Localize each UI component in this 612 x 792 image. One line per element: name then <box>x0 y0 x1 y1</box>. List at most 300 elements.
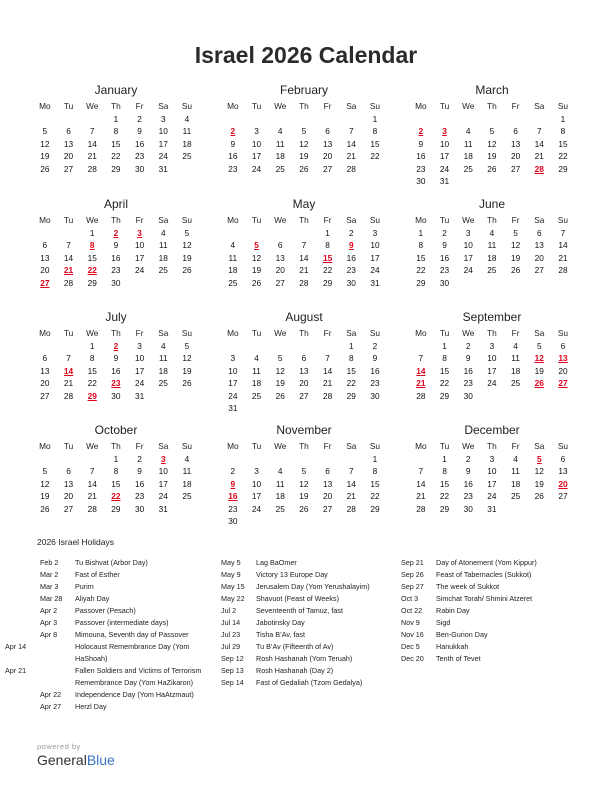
month-name: January <box>94 83 138 97</box>
day-cell: 5 <box>489 126 495 136</box>
holiday-name: Passover (intermediate days) <box>75 618 169 627</box>
day-cell: 6 <box>325 126 330 136</box>
weekday-header: Tu <box>251 215 262 225</box>
day-cell: 19 <box>182 365 192 376</box>
weekday-header: Fr <box>135 441 144 451</box>
holiday-date: Mar 28 <box>40 594 63 603</box>
weekday-header: Tu <box>251 441 262 451</box>
day-cell: 23 <box>416 163 426 174</box>
day-cell: 29 <box>111 163 121 174</box>
day-cell: 13 <box>558 466 568 476</box>
holiday-day-cell: 28 <box>534 163 544 174</box>
holiday-entry <box>401 641 576 653</box>
day-cell: 26 <box>182 378 192 388</box>
day-cell: 10 <box>228 365 238 376</box>
day-cell: 25 <box>251 390 262 401</box>
powered-by-text: powered by <box>37 742 81 751</box>
month-days-grid <box>33 327 199 402</box>
holiday-name: Sigd <box>436 618 451 627</box>
day-cell: 16 <box>111 252 121 263</box>
day-cell: 21 <box>87 491 97 501</box>
holiday-date: Apr 22 <box>40 690 62 699</box>
empty-cell <box>221 453 245 466</box>
day-cell: 25 <box>463 163 473 174</box>
day-cell: 4 <box>160 340 166 351</box>
holiday-column-1 <box>5 557 210 713</box>
empty-cell <box>245 340 269 353</box>
empty-cell <box>339 453 363 466</box>
holiday-date: May 15 <box>221 582 245 591</box>
day-cell: 24 <box>158 491 168 501</box>
day-cell: 13 <box>534 240 544 250</box>
empty-cell <box>57 340 81 353</box>
day-cell: 4 <box>489 227 495 238</box>
empty-cell <box>33 227 57 240</box>
holiday-entry <box>5 665 210 689</box>
day-cell: 19 <box>299 151 309 161</box>
day-cell: 27 <box>275 277 285 288</box>
day-cell: 18 <box>487 252 497 263</box>
empty-cell <box>292 453 316 466</box>
holiday-date: Mar 2 <box>40 570 59 579</box>
day-cell: 28 <box>346 163 356 174</box>
holiday-date: Sep 14 <box>221 678 244 687</box>
holiday-entry <box>40 569 210 581</box>
empty-cell <box>316 113 340 126</box>
day-cell: 30 <box>111 277 121 288</box>
day-cell: 2 <box>442 227 447 238</box>
weekday-header: Tu <box>251 328 262 338</box>
weekday-header: Su <box>557 328 569 338</box>
day-cell: 2 <box>465 453 471 464</box>
day-cell: 7 <box>418 353 424 363</box>
weekday-header: Su <box>557 215 569 225</box>
day-cell: 2 <box>137 113 142 124</box>
empty-cell <box>33 453 57 466</box>
day-cell: 17 <box>463 252 473 263</box>
day-cell: 25 <box>182 151 192 161</box>
day-cell: 17 <box>134 365 145 376</box>
holiday-entry <box>40 701 210 713</box>
day-cell: 19 <box>275 378 285 388</box>
day-cell: 8 <box>113 126 119 136</box>
day-cell: 19 <box>182 252 192 263</box>
day-cell: 13 <box>275 252 285 263</box>
month-december <box>409 422 575 515</box>
weekday-header: Su <box>557 101 569 111</box>
holiday-date: Apr 3 <box>40 618 58 627</box>
holiday-entry <box>401 581 576 593</box>
day-cell: 28 <box>322 390 333 401</box>
day-cell: 21 <box>63 378 74 388</box>
day-cell: 22 <box>416 265 426 275</box>
weekday-header: We <box>86 101 99 111</box>
holiday-name: Fast of Gedaliah (Tzom Gedalya) <box>256 678 363 687</box>
day-cell: 24 <box>370 265 380 275</box>
month-february <box>221 82 387 175</box>
weekday-header: Mo <box>415 328 427 338</box>
weekday-header: We <box>462 441 475 451</box>
day-cell: 9 <box>372 353 378 363</box>
day-cell: 25 <box>158 265 168 275</box>
day-cell: 17 <box>487 478 497 489</box>
holiday-day-cell: 16 <box>228 491 238 501</box>
day-cell: 17 <box>370 252 380 263</box>
weekday-header: Mo <box>39 441 51 451</box>
empty-cell <box>221 227 245 240</box>
holiday-day-cell: 5 <box>254 240 259 250</box>
weekday-header: Mo <box>415 215 427 225</box>
holiday-day-cell: 23 <box>111 378 121 388</box>
day-cell: 30 <box>416 176 426 186</box>
holiday-day-cell: 21 <box>63 265 74 275</box>
day-cell: 6 <box>42 353 48 363</box>
day-cell: 2 <box>348 227 354 238</box>
holiday-date: Sep 13 <box>221 666 244 675</box>
day-cell: 7 <box>418 466 424 476</box>
day-cell: 3 <box>254 126 259 136</box>
day-cell: 25 <box>487 265 497 275</box>
day-cell: 2 <box>137 453 142 464</box>
day-cell: 31 <box>439 176 450 186</box>
holiday-date: Jul 29 <box>221 642 241 651</box>
day-cell: 10 <box>370 240 380 250</box>
weekday-header: Su <box>369 328 381 338</box>
day-cell: 23 <box>370 378 380 388</box>
weekday-header: Tu <box>439 215 450 225</box>
day-cell: 21 <box>346 491 356 501</box>
empty-cell <box>316 340 340 353</box>
holiday-entry <box>221 581 396 593</box>
day-cell: 17 <box>158 478 168 489</box>
day-cell: 10 <box>251 478 262 489</box>
day-cell: 4 <box>513 453 518 464</box>
empty-cell <box>33 340 57 353</box>
weekday-header: Th <box>299 215 309 225</box>
day-cell: 19 <box>487 151 497 161</box>
day-cell: 11 <box>275 138 285 149</box>
holiday-entry <box>221 617 396 629</box>
empty-cell <box>292 227 316 240</box>
weekday-header: Sa <box>534 441 545 451</box>
day-cell: 10 <box>158 126 168 136</box>
day-cell: 3 <box>489 340 495 351</box>
day-cell: 16 <box>111 365 121 376</box>
day-cell: 10 <box>463 240 473 250</box>
day-cell: 8 <box>372 126 378 136</box>
day-cell: 14 <box>87 138 97 149</box>
day-cell: 12 <box>487 138 497 149</box>
month-name: September <box>462 310 522 324</box>
weekday-header: Tu <box>63 441 74 451</box>
holiday-entry <box>401 605 576 617</box>
weekday-header: Th <box>299 328 309 338</box>
day-cell: 15 <box>111 138 121 149</box>
month-days-grid <box>33 214 199 289</box>
day-cell: 18 <box>251 378 262 388</box>
day-cell: 29 <box>439 390 450 401</box>
day-cell: 11 <box>275 478 285 489</box>
day-cell: 29 <box>111 503 121 514</box>
holiday-name: Hanukkah <box>436 642 469 651</box>
day-cell: 19 <box>40 491 50 501</box>
day-cell: 22 <box>346 378 356 388</box>
day-cell: 15 <box>439 478 450 489</box>
day-cell: 30 <box>228 516 238 526</box>
holiday-date: Oct 22 <box>401 606 423 615</box>
day-cell: 6 <box>66 126 71 136</box>
day-cell: 6 <box>42 240 48 250</box>
day-cell: 3 <box>465 227 471 238</box>
month-march <box>409 82 575 188</box>
holiday-entry <box>401 617 576 629</box>
weekday-header: Mo <box>415 441 427 451</box>
day-cell: 1 <box>113 453 119 464</box>
empty-cell <box>292 113 316 126</box>
day-cell: 14 <box>534 138 544 149</box>
day-cell: 27 <box>63 503 74 514</box>
weekday-header: Th <box>111 328 121 338</box>
weekday-header: Mo <box>39 215 51 225</box>
weekday-header: Su <box>181 215 193 225</box>
day-cell: 12 <box>510 240 521 250</box>
day-cell: 4 <box>513 340 518 351</box>
holiday-name: Day of Atonement (Yom Kippur) <box>436 558 537 567</box>
brand-name <box>37 752 115 768</box>
day-cell: 8 <box>372 466 378 476</box>
weekday-header: Tu <box>63 328 74 338</box>
holiday-date: Apr 2 <box>40 606 58 615</box>
holiday-day-cell: 14 <box>416 365 426 376</box>
weekday-header: Tu <box>439 441 450 451</box>
holiday-entry <box>221 569 396 581</box>
day-cell: 8 <box>113 466 119 476</box>
day-cell: 10 <box>134 240 145 250</box>
empty-cell <box>245 227 269 240</box>
weekday-header: Mo <box>39 101 51 111</box>
month-days-grid <box>409 100 575 188</box>
day-cell: 16 <box>228 151 238 161</box>
empty-cell <box>268 113 292 126</box>
day-cell: 30 <box>111 390 121 401</box>
holiday-date: Apr 27 <box>40 702 62 711</box>
day-cell: 5 <box>42 126 48 136</box>
month-may <box>221 196 387 289</box>
holiday-day-cell: 29 <box>87 390 97 401</box>
holiday-entry <box>401 557 576 569</box>
month-name: December <box>464 423 520 437</box>
day-cell: 30 <box>134 163 145 174</box>
day-cell: 3 <box>160 113 166 124</box>
day-cell: 20 <box>299 378 309 388</box>
holiday-name: Tisha B’Av, fast <box>256 630 305 639</box>
empty-cell <box>57 453 81 466</box>
holiday-date: Oct 3 <box>401 594 419 603</box>
holiday-name: Rosh Hashanah (Day 2) <box>256 666 334 675</box>
day-cell: 13 <box>299 365 309 376</box>
day-cell: 11 <box>252 365 261 376</box>
empty-cell <box>292 340 316 353</box>
weekday-header: Fr <box>511 101 520 111</box>
day-cell: 23 <box>111 265 121 275</box>
holiday-day-cell: 27 <box>558 378 568 388</box>
day-cell: 10 <box>439 138 450 149</box>
day-cell: 20 <box>534 252 544 263</box>
day-cell: 22 <box>111 151 121 161</box>
day-cell: 18 <box>182 138 192 149</box>
day-cell: 9 <box>137 466 142 476</box>
day-cell: 1 <box>442 340 447 351</box>
empty-cell <box>245 113 269 126</box>
month-days-grid <box>221 440 387 528</box>
day-cell: 31 <box>228 403 238 413</box>
holiday-day-cell: 14 <box>63 365 74 376</box>
day-cell: 26 <box>510 265 521 275</box>
day-cell: 2 <box>372 340 378 351</box>
month-august <box>221 309 387 415</box>
day-cell: 24 <box>463 265 473 275</box>
day-cell: 21 <box>416 491 426 501</box>
holiday-date: May 9 <box>221 570 241 579</box>
day-cell: 15 <box>87 365 97 376</box>
day-cell: 29 <box>416 277 426 288</box>
day-cell: 25 <box>275 163 285 174</box>
day-cell: 28 <box>416 503 426 514</box>
day-cell: 2 <box>465 340 471 351</box>
day-cell: 23 <box>228 163 238 174</box>
day-cell: 6 <box>325 466 330 476</box>
holiday-name: Feast of Tabernacles (Sukkot) <box>436 570 532 579</box>
holiday-column-2 <box>221 557 396 689</box>
brand-logo <box>37 742 115 768</box>
day-cell: 16 <box>134 138 145 149</box>
holiday-name: Aliyah Day <box>75 594 110 603</box>
month-july <box>33 309 199 402</box>
holiday-entry <box>40 689 210 701</box>
weekday-header: Tu <box>63 101 74 111</box>
day-cell: 9 <box>113 353 119 363</box>
month-days-grid <box>33 440 199 515</box>
day-cell: 12 <box>299 478 309 489</box>
day-cell: 10 <box>251 138 262 149</box>
weekday-header: Sa <box>534 101 545 111</box>
holiday-name: Victory 13 Europe Day <box>256 570 328 579</box>
day-cell: 20 <box>275 265 285 275</box>
empty-cell <box>268 340 292 353</box>
empty-cell <box>268 453 292 466</box>
day-cell: 11 <box>158 240 168 250</box>
day-cell: 26 <box>487 163 497 174</box>
day-cell: 8 <box>418 240 424 250</box>
day-cell: 5 <box>42 466 48 476</box>
day-cell: 27 <box>299 390 309 401</box>
holiday-day-cell: 20 <box>558 478 568 489</box>
day-cell: 27 <box>534 265 544 275</box>
holiday-name: Simchat Torah/ Shmini Atzeret <box>436 594 533 603</box>
holiday-name: Independence Day (Yom HaAtzmaut) <box>75 690 194 699</box>
holiday-date: Sep 27 <box>401 582 424 591</box>
day-cell: 24 <box>251 503 262 514</box>
day-cell: 29 <box>439 503 450 514</box>
day-cell: 11 <box>182 466 192 476</box>
day-cell: 27 <box>322 163 333 174</box>
weekday-header: Su <box>181 101 193 111</box>
day-cell: 24 <box>134 265 145 275</box>
holiday-day-cell: 21 <box>416 378 426 388</box>
weekday-header: Th <box>487 101 497 111</box>
day-cell: 19 <box>510 252 521 263</box>
weekday-header: Su <box>369 101 381 111</box>
day-cell: 20 <box>510 151 521 161</box>
day-cell: 1 <box>89 227 95 238</box>
day-cell: 7 <box>560 227 566 238</box>
day-cell: 7 <box>348 126 354 136</box>
day-cell: 25 <box>275 503 285 514</box>
weekday-header: Mo <box>415 101 427 111</box>
weekday-header: Fr <box>511 215 520 225</box>
month-name: February <box>279 83 329 97</box>
day-cell: 8 <box>325 240 330 250</box>
weekday-header: Su <box>369 441 381 451</box>
holiday-name: Shavuot (Feast of Weeks) <box>256 594 339 603</box>
day-cell: 18 <box>182 478 192 489</box>
weekday-header: Fr <box>135 101 144 111</box>
weekday-header: Th <box>111 441 121 451</box>
weekday-header: Tu <box>439 328 450 338</box>
holiday-name: Mimouna, Seventh day of Passover <box>75 630 189 639</box>
holiday-entry <box>221 557 396 569</box>
day-cell: 21 <box>87 151 97 161</box>
day-cell: 14 <box>346 478 356 489</box>
holiday-day-cell: 9 <box>230 478 236 489</box>
weekday-header: Fr <box>511 328 520 338</box>
day-cell: 28 <box>558 265 568 275</box>
holiday-entry <box>40 617 210 629</box>
weekday-header: Tu <box>251 101 262 111</box>
day-cell: 31 <box>134 390 145 401</box>
day-cell: 16 <box>416 151 426 161</box>
day-cell: 28 <box>346 503 356 514</box>
day-cell: 19 <box>534 478 544 489</box>
weekday-header: Sa <box>346 215 357 225</box>
holiday-day-cell: 5 <box>536 453 542 464</box>
holiday-name: Fast of Esther <box>75 570 120 579</box>
empty-cell <box>221 113 245 126</box>
holiday-name: Seventeenth of Tamuz, fast <box>256 606 343 615</box>
day-cell: 27 <box>558 491 568 501</box>
day-cell: 9 <box>230 138 236 149</box>
month-name: June <box>478 197 506 211</box>
weekday-header: Su <box>369 215 381 225</box>
day-cell: 11 <box>511 466 520 476</box>
day-cell: 14 <box>299 252 309 263</box>
day-cell: 3 <box>254 466 259 476</box>
day-cell: 13 <box>40 252 50 263</box>
day-cell: 12 <box>182 240 192 250</box>
day-cell: 7 <box>66 353 71 363</box>
day-cell: 24 <box>134 378 145 388</box>
holiday-date: Apr 8 <box>40 630 58 639</box>
holiday-entry <box>221 665 396 677</box>
day-cell: 8 <box>442 353 447 363</box>
day-cell: 30 <box>370 390 380 401</box>
day-cell: 15 <box>439 365 450 376</box>
holiday-date: Dec 5 <box>401 642 420 651</box>
holiday-date: Dec 20 <box>401 654 424 663</box>
holidays-heading: 2026 Israel Holidays <box>37 537 115 547</box>
day-cell: 22 <box>87 378 97 388</box>
weekday-header: Fr <box>135 215 144 225</box>
